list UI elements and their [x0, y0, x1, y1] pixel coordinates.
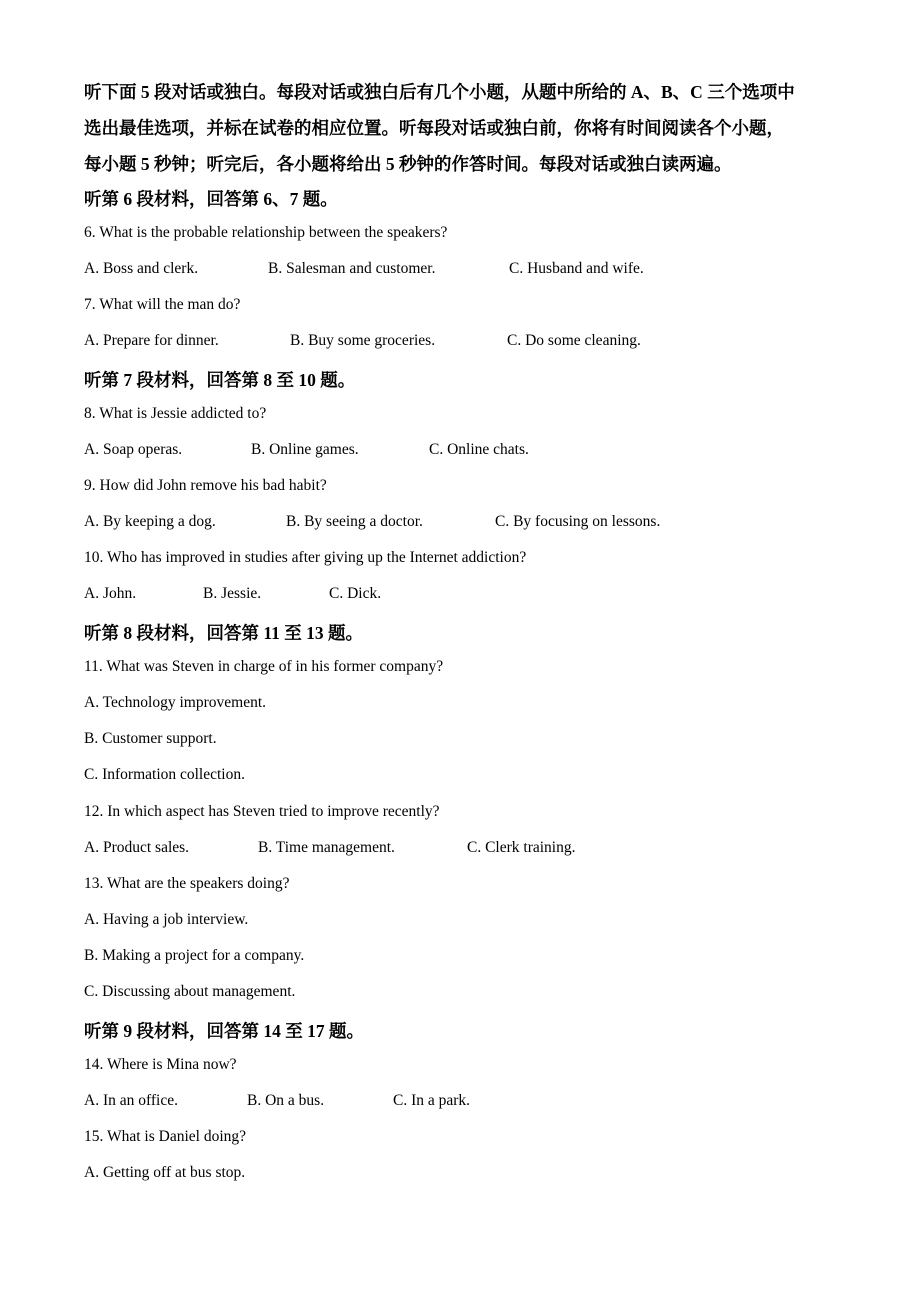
option-a: A. Boss and clerk.: [84, 260, 199, 277]
option-b: B. Buy some groceries.: [290, 332, 436, 349]
option-b: B. Making a project for a company.: [84, 947, 305, 964]
section-heading: 听第 7 段材料，回答第 8 至 10 题。: [84, 370, 356, 390]
option-c: C. Husband and wife.: [509, 260, 644, 277]
question-text: 9. How did John remove his bad habit?: [84, 477, 327, 494]
option-a: A. Prepare for dinner.: [84, 332, 219, 349]
question-text: 6. What is the probable relationship between the speakers?: [84, 224, 448, 241]
option-a: A. Technology improvement.: [84, 694, 267, 711]
option-c: C. Discussing about management.: [84, 983, 296, 1000]
option-c: C. Information collection.: [84, 766, 245, 783]
listening-instructions: [84, 74, 854, 182]
option-b: B. Time management.: [258, 839, 395, 856]
section-heading: 听第 6 段材料，回答第 6、7 题。: [84, 189, 338, 209]
option-a: A. John.: [84, 585, 137, 602]
section-heading: 听第 9 段材料，回答第 14 至 17 题。: [84, 1021, 364, 1041]
option-b: B. Salesman and customer.: [268, 260, 436, 277]
option-a: A. By keeping a dog.: [84, 513, 216, 530]
instruction-line: 听下面 5 段对话或独白。每段对话或独白后有几个小题，从题中所给的 A、B、C 三个选项中: [84, 82, 795, 102]
option-a: A. Soap operas.: [84, 441, 183, 458]
option-a: A. In an office.: [84, 1092, 178, 1109]
instruction-line: 每小题 5 秒钟；听完后，各小题将给出 5 秒钟的作答时间。每段对话或独白读两遍。: [84, 154, 732, 174]
option-b: B. By seeing a doctor.: [286, 513, 423, 530]
question-text: 12. In which aspect has Steven tried to improve recently?: [84, 803, 440, 820]
section-heading: 听第 8 段材料，回答第 11 至 13 题。: [84, 623, 364, 643]
instruction-line: 选出最佳选项，并标在试卷的相应位置。听每段对话或独白前，你将有时间阅读各个小题，: [84, 118, 784, 138]
option-c: C. Online chats.: [429, 441, 529, 458]
question-text: 8. What is Jessie addicted to?: [84, 405, 267, 422]
option-c: C. By focusing on lessons.: [495, 513, 661, 530]
option-b: B. Customer support.: [84, 730, 217, 747]
question-text: 11. What was Steven in charge of in his former company?: [84, 658, 444, 675]
question-text: 15. What is Daniel doing?: [84, 1128, 247, 1145]
option-a: A. Getting off at bus stop.: [84, 1164, 246, 1181]
question-text: 10. Who has improved in studies after giving up the Internet addiction?: [84, 549, 527, 566]
option-b: B. Jessie.: [203, 585, 262, 602]
question-text: 7. What will the man do?: [84, 296, 241, 313]
question-text: 14. Where is Mina now?: [84, 1056, 237, 1073]
option-b: B. On a bus.: [247, 1092, 325, 1109]
option-c: C. Do some cleaning.: [507, 332, 641, 349]
option-b: B. Online games.: [251, 441, 359, 458]
option-c: C. Dick.: [329, 585, 382, 602]
option-c: C. In a park.: [393, 1092, 471, 1109]
question-text: 13. What are the speakers doing?: [84, 875, 290, 892]
option-a: A. Having a job interview.: [84, 911, 249, 928]
option-c: C. Clerk training.: [467, 839, 576, 856]
option-a: A. Product sales.: [84, 839, 190, 856]
